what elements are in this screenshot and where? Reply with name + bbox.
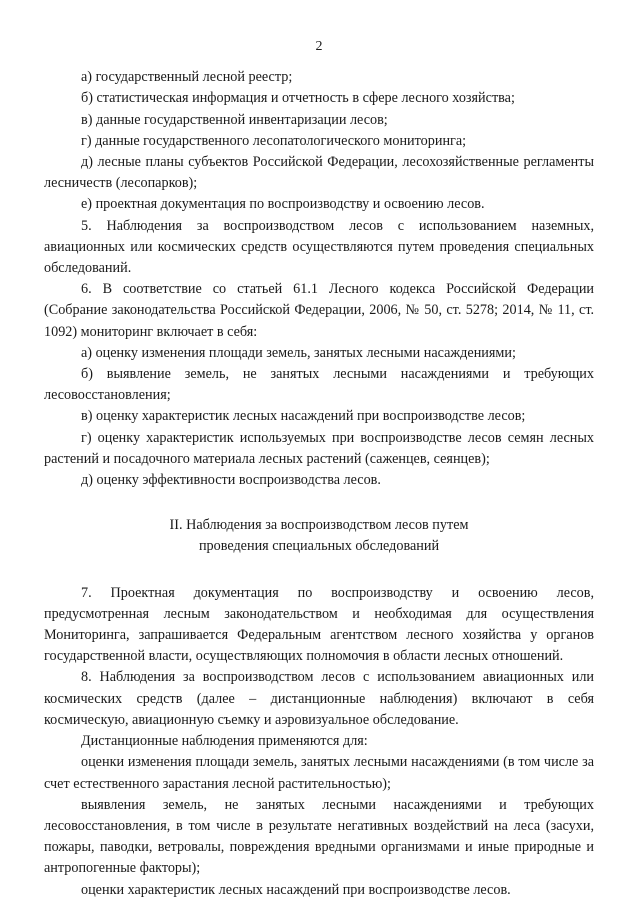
- list-item: д) оценку эффективности воспроизводства лесов.: [81, 472, 381, 489]
- page-number: 2: [315, 39, 323, 54]
- list-item: а) оценку изменения площади земель, занятых лесными насаждениями;: [81, 344, 516, 361]
- list-item: оценки характеристик лесных насаждений при воспроизводстве лесов.: [81, 881, 511, 898]
- paragraph: 6. В соответствие со статьей 61.1 Лесного кодекса Российской Федерации (Собрание законодательства Российской Федерации, 2006, № 50, ст. 5278; 2014, № 11, ст. 1092) мониторинг включает в себя:: [44, 281, 594, 340]
- section-heading: [44, 515, 594, 557]
- list-item: а) государственный лесной реестр;: [81, 69, 293, 86]
- list-item: д) лесные планы субъектов Российской Федерации, лесохозяйственные регламенты лесничеств (лесопарков);: [44, 154, 594, 192]
- list-item: г) данные государственного лесопатологического мониторинга;: [81, 132, 467, 149]
- list-item: выявления земель, не занятых лесными насаждениями и требующих лесовосстановления, в том числе в результате негативных воздействий на леса (засухи, пожары, паводки, ветровалы, повреждения вредными организмами и иные природные и антропогенные факторы);: [44, 796, 594, 877]
- list-item: е) проектная документация по воспроизводству и освоению лесов.: [81, 196, 485, 213]
- paragraph: 7. Проектная документация по воспроизводству и освоению лесов, предусмотренная лесным законодательством и необходимая для осуществления Мониторинга, запрашивается Федеральным агентством лесного хозяйства у органов государственной власти, осуществляющих полномочия в области лесных отношений.: [44, 584, 594, 665]
- list-item: в) оценку характеристик лесных насаждений при воспроизводстве лесов;: [81, 408, 526, 425]
- list-item: б) выявление земель, не занятых лесными насаждениями и требующих лесовосстановления;: [44, 366, 594, 404]
- paragraph: Дистанционные наблюдения применяются для:: [81, 733, 368, 750]
- section-heading-line: проведения специальных обследований: [198, 538, 440, 555]
- document-page: [44, 36, 594, 901]
- list-item: в) данные государственной инвентаризации лесов;: [81, 111, 388, 128]
- paragraph: 5. Наблюдения за воспроизводством лесов с использованием наземных, авиационных или космических средств осуществляются путем проведения специальных обследований.: [44, 217, 594, 277]
- list-item: г) оценку характеристик используемых при воспроизводстве лесов семян лесных растений и посадочного материала лесных растений (саженцев, сеянцев);: [44, 429, 594, 467]
- section-heading-line: II. Наблюдения за воспроизводством лесов путем: [169, 517, 469, 534]
- paragraph: 8. Наблюдения за воспроизводством лесов с использованием авиационных или космических средств (далее – дистанционные наблюдения) включают в себя космическую, авиационную съемку и аэровизуальное обследование.: [44, 669, 594, 728]
- list-item: оценки изменения площади земель, занятых лесными насаждениями (в том числе за счет естественного зарастания лесной растительностью);: [44, 754, 594, 792]
- list-item: б) статистическая информация и отчетность в сфере лесного хозяйства;: [81, 90, 515, 107]
